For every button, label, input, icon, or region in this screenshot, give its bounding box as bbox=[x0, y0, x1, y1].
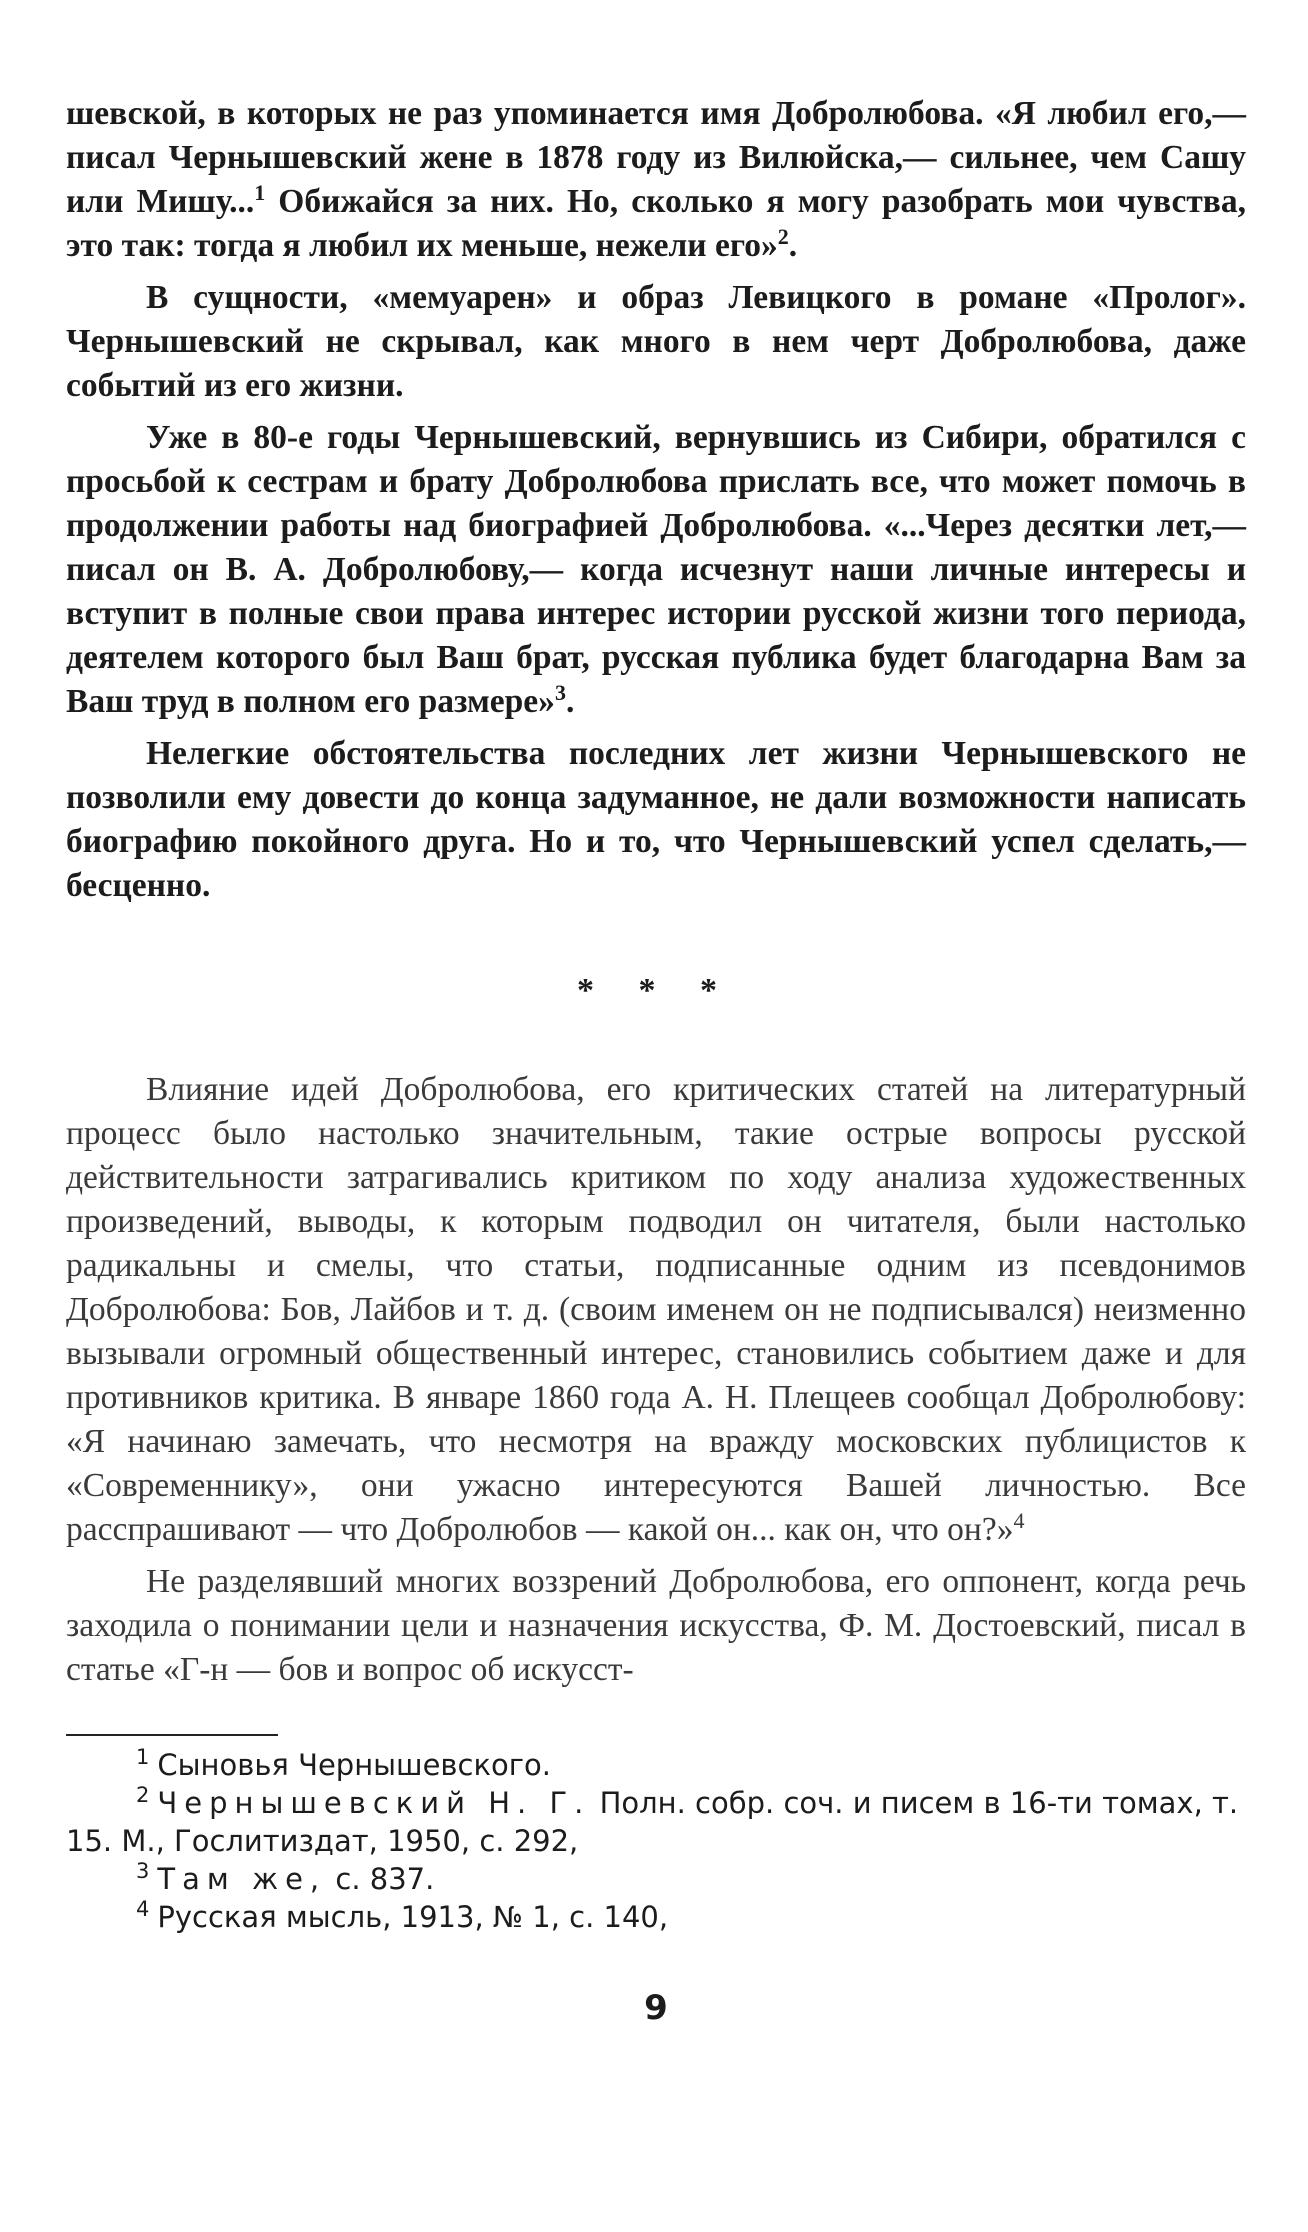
paragraph-6: Не разделявший многих воззрений Добролюбова, его оппонент, когда речь заходила о понимании цели и назначения искусства, Ф. М. Достоевский, писал в статье «Г-н — бов и вопрос об искусст- bbox=[66, 1563, 1246, 1688]
paragraph-2: В сущности, «мемуарен» и образ Левицкого в романе «Пролог». Чернышевский не скрывал, как много в нем черт Добролюбова, даже событий из его жизни. bbox=[66, 279, 1246, 404]
paragraph-3 bbox=[66, 416, 1246, 724]
paragraph-text: . bbox=[565, 683, 575, 720]
footnote-ref[interactable]: 3 bbox=[554, 679, 566, 705]
page bbox=[66, 92, 1246, 2028]
paragraph-text: Обижайся за них. Но, сколько я могу разобрать мои чувства, это так: тогда я любил их меньше, нежели его» bbox=[66, 183, 1246, 264]
footnote-1 bbox=[66, 1746, 1246, 1784]
footnote-number: 4 bbox=[136, 1897, 150, 1922]
page-number: 9 bbox=[644, 1988, 668, 2028]
footnote-ref[interactable]: 1 bbox=[254, 179, 266, 205]
paragraph-text: . bbox=[788, 227, 798, 264]
paragraph-1 bbox=[66, 92, 1246, 268]
footnote-text: Сыновья Чернышевского. bbox=[157, 1748, 551, 1782]
paragraph-4: Нелегкие обстоятельства последних лет жизни Чернышевского не позволили ему довести до конца задуманное, не дали возможности написать биографию покойного друга. Но и то, что Чернышевский успел сделать,— бесценно. bbox=[66, 735, 1246, 904]
footnote-number: 2 bbox=[136, 1783, 150, 1808]
footnote-author: Чернышевский Н. Г. bbox=[157, 1786, 591, 1820]
footnote-4 bbox=[66, 1898, 1246, 1936]
paragraph-5 bbox=[66, 1068, 1246, 1552]
footnote-author: Там же, bbox=[157, 1862, 327, 1896]
upper-section bbox=[66, 92, 1246, 908]
paragraph-text: Влияние идей Добролюбова, его критических статей на литературный процесс было настолько значительным, такие острые вопросы русской действительности затрагивались критиком по ходу анализа художественных произведений, выводы, к которым подводил он читателя, были настолько радикальны и смелы, что статьи, подписанные одним из псевдонимов Добролюбова: Бов, Лайбов и т. д. (своим именем он не подписывался) неизменно вызывали огромный общественный интерес, становились событием даже и для противников критика. В январе 1860 года А. Н. Плещеев сообщал Добролюбову: «Я начинаю замечать, что несмотря на вражду московских публицистов к «Современнику», они ужасно интересуются Вашей личностью. Все расспрашивают — что Добролюбов — какой он... как он, что он?» bbox=[66, 1071, 1246, 1548]
paragraph-text: Уже в 80-е годы Чернышевский, вернувшись из Сибири, обратился с просьбой к сестрам и брату Добролюбова прислать все, что может помочь в продолжении работы над биографией Добролюбова. «...Через десятки лет,— писал он В. А. Добролюбову,— когда исчезнут наши личные интересы и вступит в полные свои права интерес истории русской жизни того периода, деятелем которого был Ваш брат, русская публика будет благодарна Вам за Ваш труд в полном его размере» bbox=[66, 419, 1246, 720]
section-separator: * * * bbox=[577, 972, 735, 1009]
footnote-3 bbox=[66, 1860, 1246, 1898]
lower-section bbox=[66, 1068, 1246, 1692]
footnote-ref[interactable]: 2 bbox=[777, 223, 789, 249]
footnote-number: 3 bbox=[136, 1859, 150, 1884]
footnotes bbox=[66, 1746, 1246, 1936]
footnote-number: 1 bbox=[136, 1745, 150, 1770]
paragraph-text: шевской, в которых не раз упоминается имя Добролюбова. «Я любил его,— писал Чернышевский жене в 1878 году из Вилюйска,— сильнее, чем Сашу или Мишу... bbox=[66, 95, 1246, 220]
footnote-ref[interactable]: 4 bbox=[1013, 1507, 1025, 1533]
footnote-text: Русская мысль, 1913, № 1, с. 140, bbox=[157, 1900, 669, 1934]
footnote-text: с. 837. bbox=[326, 1862, 435, 1896]
footnote-2 bbox=[66, 1784, 1246, 1860]
footnote-text: Полн. собр. соч. и писем в 16-ти томах, т. 15. М., Гослитиздат, 1950, с. 292, bbox=[66, 1786, 1239, 1858]
footnote-divider bbox=[66, 1734, 278, 1736]
